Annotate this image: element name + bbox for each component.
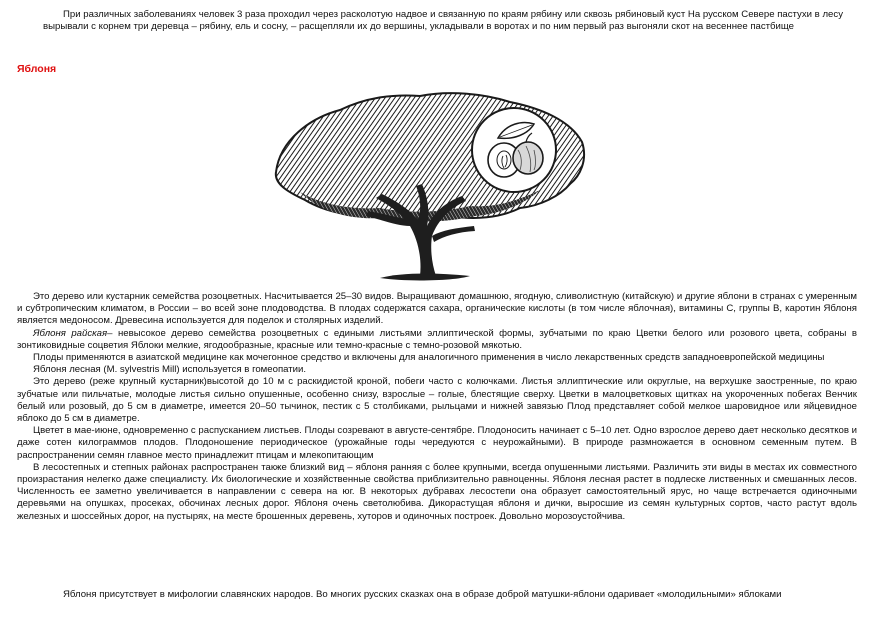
paragraph-paradise-apple bbox=[17, 328, 857, 352]
paragraph-habitat: В лесостепных и степных районах распространен также близкий вид – яблоня ранняя с более крупными, всегда опушенными листьями. Различить эти виды в местах их совместного произрастания нелегко даже специалисту. Их биологические и хозяйственные свойства приблизительно равноценны. Яблоня лесная растет в подлеске лиственных и смешанных лесов. Численность ее заметно увеличивается в направлении с севера на юг. В некоторых дубравах лесостепи она образует самостоятельный ярус, но чаще встречается одиночными деревьями на опушках, просеках, обочинах лесных дорог. Яблоня очень светолюбива. Дикорастущая яблоня и дички, выросшие из семян культурных сортов, часто растут вдоль железных и шоссейных дорог, на пустырях, на месте брошенных деревень, хуторов и одиночных построек. Довольно морозоустойчива. bbox=[17, 461, 857, 522]
paragraph-homeopathy: Яблоня лесная (M. sylvestris Mill) используется в гомеопатии. bbox=[33, 364, 307, 376]
apple-tree-icon bbox=[270, 80, 590, 288]
paragraph-description: Это дерево или кустарник семейства розоцветных. Насчитывается 25–30 видов. Выращивают домашнюю, ягодную, сливолистную (китайскую) и другие яблони в странах с умеренным и субтропическим климатом, в России – во всей зоне плодоводства. В плодах содержатся сахара, органические кислоты (в том числе яблочная), витамины С, группы В, каротин Яблоня является медоносом. Древесина используется для поделок и столярных изделий. bbox=[17, 291, 857, 327]
paragraph-wild-apple-morphology: Это дерево (реже крупный кустарник)высотой до 10 м с раскидистой кроной, побеги часто с колючками. Листья эллиптические или округлые, на верхушке заостренные, по краю зубчатые или пильчатые, молодые листья сильно опушенные, особенно снизу, взрослые – голые, блестящие сверху. Цветки в малоцветковых щитках на укороченных побегах Венчик белый или розовый, до 5 см в диаметре, имеется 20–50 тычинок, пестик с 5 столбиками, рыльцами и нижней завязью Плод представляет собой мелкое шаровидное или яйцевидное яблоко до 5 см в диаметре. bbox=[17, 376, 857, 425]
paradise-apple-text: – невысокое дерево семейства розоцветных с едиными листьями эллиптической формы, зубчатыми по краю Цветки белого или розового цвета, собраны в зонтиковидные соцветия Яблоки мелкие, ягодообразные, красные или темно-красные с темно-розовой мякотью. bbox=[17, 327, 857, 351]
paragraph-medicine: Плоды применяются в азиатской медицине как мочегонное средство и включены для аналогичного применения в число лекарственных средств западноевропейской медицины bbox=[33, 352, 825, 364]
apple-tree-illustration bbox=[270, 80, 590, 288]
article-body bbox=[17, 291, 857, 523]
intro-paragraph: При различных заболеваниях человек 3 раза проходил через расколотую надвое и связанную по краям рябину или сквозь рябиновый куст На русском Севере пастухи в лесу вырывали с корнем три деревца – рябину, ель и сосну, – расщепляли их до вершины, укладывали в воротах и по ним первый раз выгоняли скот на весеннее пастбище bbox=[43, 9, 843, 33]
term-paradise-apple: Яблоня райская bbox=[33, 327, 108, 339]
section-title-apple-tree: Яблоня bbox=[17, 63, 57, 75]
paragraph-flowering: Цветет в мае-июне, одновременно с распусканием листьев. Плоды созревают в августе-сентябре. Плодоносить начинает с 5–10 лет. Одно взрослое дерево дает несколько десятков и даже сотен килограммов плодов. Плодоношение периодическое (урожайные годы чередуются с неурожайными). В природе размножается в основном семенным путем. В распространении семян главное место принадлежит птицам и млекопитающим bbox=[17, 425, 857, 461]
outro-paragraph: Яблоня присутствует в мифологии славянских народов. Во многих русских сказках она в образе доброй матушки-яблони одаривает «молодильными» яблоками bbox=[63, 589, 782, 600]
